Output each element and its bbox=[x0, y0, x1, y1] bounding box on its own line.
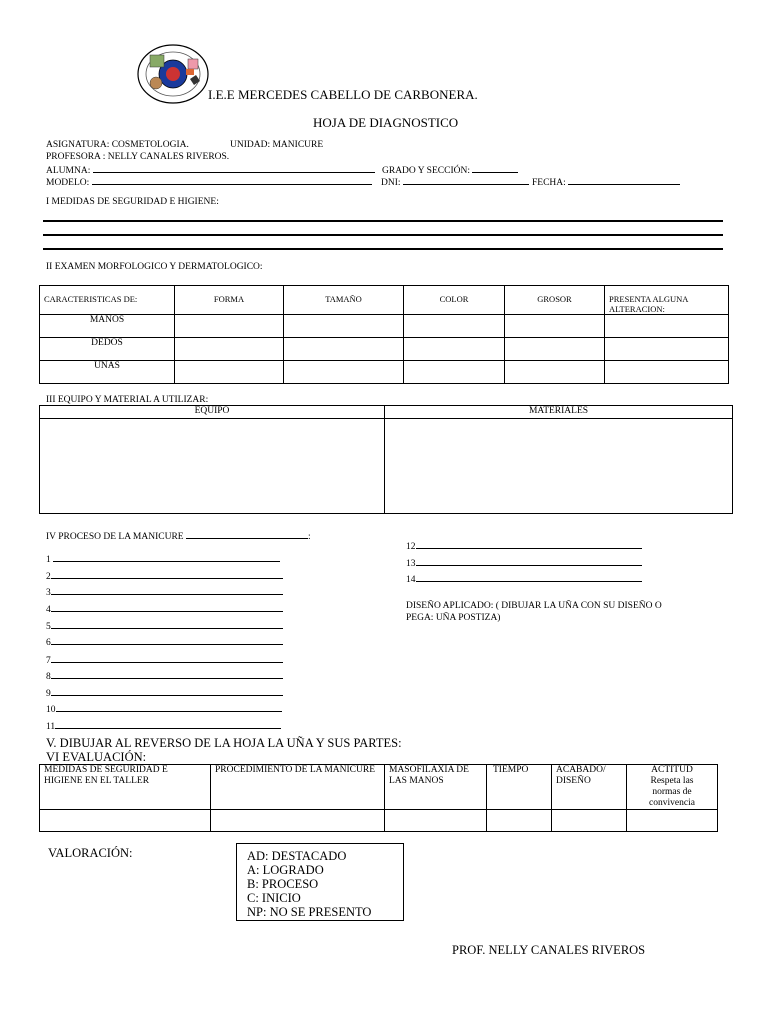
step-field[interactable] bbox=[51, 653, 283, 663]
alumna-field[interactable] bbox=[93, 163, 375, 173]
process-step bbox=[46, 635, 283, 648]
modelo-label: MODELO: bbox=[46, 178, 90, 188]
cell-input[interactable] bbox=[627, 810, 718, 832]
section4-colon: : bbox=[307, 532, 311, 542]
process-step bbox=[46, 702, 282, 715]
table-row bbox=[40, 338, 729, 361]
step-field[interactable] bbox=[56, 702, 282, 712]
process-step bbox=[46, 686, 283, 699]
grado-field[interactable] bbox=[472, 163, 518, 173]
cell-input[interactable] bbox=[385, 810, 487, 832]
alumna-label: ALUMNA: bbox=[46, 166, 91, 176]
header-actitud-cell bbox=[627, 765, 718, 810]
asignatura-label: ASIGNATURA: COSMETOLOGIA. bbox=[46, 140, 189, 150]
cell-input[interactable] bbox=[505, 338, 605, 361]
header-tamano: TAMAÑO bbox=[284, 286, 404, 315]
process-step bbox=[406, 539, 642, 552]
step-field[interactable] bbox=[53, 552, 280, 562]
dni-label: DNI: bbox=[381, 178, 401, 188]
process-step bbox=[46, 619, 283, 632]
table-row bbox=[40, 315, 729, 338]
cell-input[interactable] bbox=[284, 315, 404, 338]
table-row bbox=[40, 361, 729, 384]
header-materiales: MATERIALES bbox=[385, 406, 733, 419]
section1-title: I MEDIDAS DE SEGURIDAD E HIGIENE: bbox=[46, 197, 219, 207]
valoracion-item: C: INICIO bbox=[247, 891, 301, 905]
cell-input[interactable] bbox=[505, 315, 605, 338]
school-name: I.E.E MERCEDES CABELLO DE CARBONERA. bbox=[208, 87, 478, 102]
cell-input[interactable] bbox=[505, 361, 605, 384]
valoracion-item: NP: NO SE PRESENTO bbox=[247, 905, 372, 919]
row-label-manos: MANOS bbox=[40, 315, 175, 338]
process-step bbox=[46, 585, 283, 598]
dni-field[interactable] bbox=[403, 175, 529, 185]
step-field[interactable] bbox=[51, 602, 283, 612]
cell-input[interactable] bbox=[605, 315, 729, 338]
section6-title: VI EVALUACIÓN: bbox=[46, 750, 147, 764]
fecha-label: FECHA: bbox=[532, 178, 566, 188]
header-alteracion: PRESENTA ALGUNA ALTERACION: bbox=[605, 286, 729, 315]
valoracion-item: A: LOGRADO bbox=[247, 863, 324, 877]
step-number: 6 bbox=[46, 638, 51, 648]
cell-input[interactable] bbox=[487, 810, 552, 832]
step-number: 4 bbox=[46, 605, 51, 615]
process-step bbox=[406, 556, 642, 569]
step-field[interactable] bbox=[51, 619, 283, 629]
step-number: 13 bbox=[406, 559, 416, 569]
cell-input[interactable] bbox=[211, 810, 385, 832]
equipment-table bbox=[39, 405, 733, 514]
step-number: 5 bbox=[46, 622, 51, 632]
cell-input[interactable] bbox=[175, 361, 284, 384]
section1-line-1[interactable] bbox=[43, 220, 723, 222]
step-number: 7 bbox=[46, 656, 51, 666]
step-field[interactable] bbox=[51, 635, 283, 645]
header-grosor: GROSOR bbox=[505, 286, 605, 315]
process-step bbox=[406, 572, 642, 585]
step-number: 14 bbox=[406, 575, 416, 585]
step-field[interactable] bbox=[51, 569, 283, 579]
cell-input[interactable] bbox=[404, 315, 505, 338]
step-field[interactable] bbox=[55, 719, 281, 729]
cell-input[interactable] bbox=[40, 810, 211, 832]
diseno-line1: DISEÑO APLICADO: ( DIBUJAR LA UÑA CON SU DISEÑO O bbox=[406, 601, 662, 611]
modelo-field[interactable] bbox=[92, 175, 372, 185]
step-number: 8 bbox=[46, 672, 51, 682]
step-field[interactable] bbox=[416, 556, 642, 566]
header-procedimiento: PROCEDIMIENTO DE LA MANICURE bbox=[211, 765, 385, 810]
header-tiempo: TIEMPO bbox=[487, 765, 552, 810]
dni-row bbox=[381, 175, 529, 188]
step-number: 12 bbox=[406, 542, 416, 552]
section5-title: V. DIBUJAR AL REVERSO DE LA HOJA LA UÑA Y SUS PARTES: bbox=[46, 736, 402, 750]
header-acabado: ACABADO/ DISEÑO bbox=[552, 765, 627, 810]
step-field[interactable] bbox=[416, 539, 642, 549]
section1-line-3[interactable] bbox=[43, 248, 723, 250]
header-equipo: EQUIPO bbox=[40, 406, 385, 419]
profesora-label: PROFESORA : NELLY CANALES RIVEROS. bbox=[46, 152, 230, 162]
cell-input[interactable] bbox=[284, 338, 404, 361]
section1-line-2[interactable] bbox=[43, 234, 723, 236]
cell-input[interactable] bbox=[605, 361, 729, 384]
cell-input[interactable] bbox=[175, 315, 284, 338]
process-step bbox=[46, 653, 283, 666]
signature: PROF. NELLY CANALES RIVEROS bbox=[452, 943, 646, 957]
table-row bbox=[40, 810, 718, 832]
header-actitud-sub: Respeta las normas de convivencia bbox=[649, 776, 695, 808]
step-number: 10 bbox=[46, 705, 56, 715]
step-field[interactable] bbox=[416, 572, 642, 582]
cell-input[interactable] bbox=[404, 338, 505, 361]
cell-input[interactable] bbox=[175, 338, 284, 361]
section3-title: III EQUIPO Y MATERIAL A UTILIZAR: bbox=[46, 395, 209, 405]
step-number: 11 bbox=[46, 722, 56, 732]
process-step bbox=[46, 602, 283, 615]
header-forma: FORMA bbox=[175, 286, 284, 315]
header-caracteristicas: CARACTERISTICAS DE: bbox=[40, 286, 175, 315]
section4-title: IV PROCESO DE LA MANICURE bbox=[46, 532, 184, 542]
header-color: COLOR bbox=[404, 286, 505, 315]
row-label-dedos: DEDOS bbox=[40, 338, 175, 361]
row-label-unas: UNAS bbox=[40, 361, 175, 384]
header-masofilaxia: MASOFILAXIA DE LAS MANOS bbox=[385, 765, 487, 810]
proceso-field[interactable] bbox=[186, 529, 308, 539]
section2-title: II EXAMEN MORFOLOGICO Y DERMATOLOGICO: bbox=[46, 262, 263, 272]
process-step bbox=[46, 719, 281, 732]
step-field[interactable] bbox=[51, 585, 283, 595]
fecha-field[interactable] bbox=[568, 175, 680, 185]
diseno-line2: PEGA: UÑA POSTIZA) bbox=[406, 613, 501, 623]
evaluation-table bbox=[39, 764, 718, 832]
modelo-row bbox=[46, 175, 372, 188]
header-actitud: ACTITUD bbox=[651, 765, 693, 775]
step-number: 9 bbox=[46, 689, 51, 699]
fecha-row bbox=[532, 175, 680, 188]
document-title: HOJA DE DIAGNOSTICO bbox=[313, 115, 459, 130]
step-field[interactable] bbox=[51, 686, 283, 696]
step-number: 1 bbox=[46, 555, 51, 565]
school-seal-logo bbox=[136, 43, 210, 105]
step-field[interactable] bbox=[51, 669, 283, 679]
valoracion-label: VALORACIÓN: bbox=[48, 846, 133, 860]
step-number: 2 bbox=[46, 572, 51, 582]
process-step bbox=[46, 569, 283, 582]
valoracion-item: B: PROCESO bbox=[247, 877, 319, 891]
section4-title-row bbox=[46, 529, 311, 542]
unidad-label: UNIDAD: MANICURE bbox=[230, 140, 324, 150]
morphology-table bbox=[39, 285, 729, 384]
cell-input[interactable] bbox=[284, 361, 404, 384]
valoracion-box bbox=[236, 843, 404, 921]
materiales-area[interactable] bbox=[385, 419, 733, 514]
process-step bbox=[46, 552, 280, 565]
equipo-area[interactable] bbox=[40, 419, 385, 514]
cell-input[interactable] bbox=[552, 810, 627, 832]
grado-label: GRADO Y SECCIÓN: bbox=[382, 166, 470, 176]
cell-input[interactable] bbox=[605, 338, 729, 361]
process-step bbox=[46, 669, 283, 682]
valoracion-item: AD: DESTACADO bbox=[247, 849, 347, 863]
step-number: 3 bbox=[46, 588, 51, 598]
cell-input[interactable] bbox=[404, 361, 505, 384]
header-medidas: MEDIDAS DE SEGURIDAD E HIGIENE EN EL TALLER bbox=[40, 765, 211, 810]
